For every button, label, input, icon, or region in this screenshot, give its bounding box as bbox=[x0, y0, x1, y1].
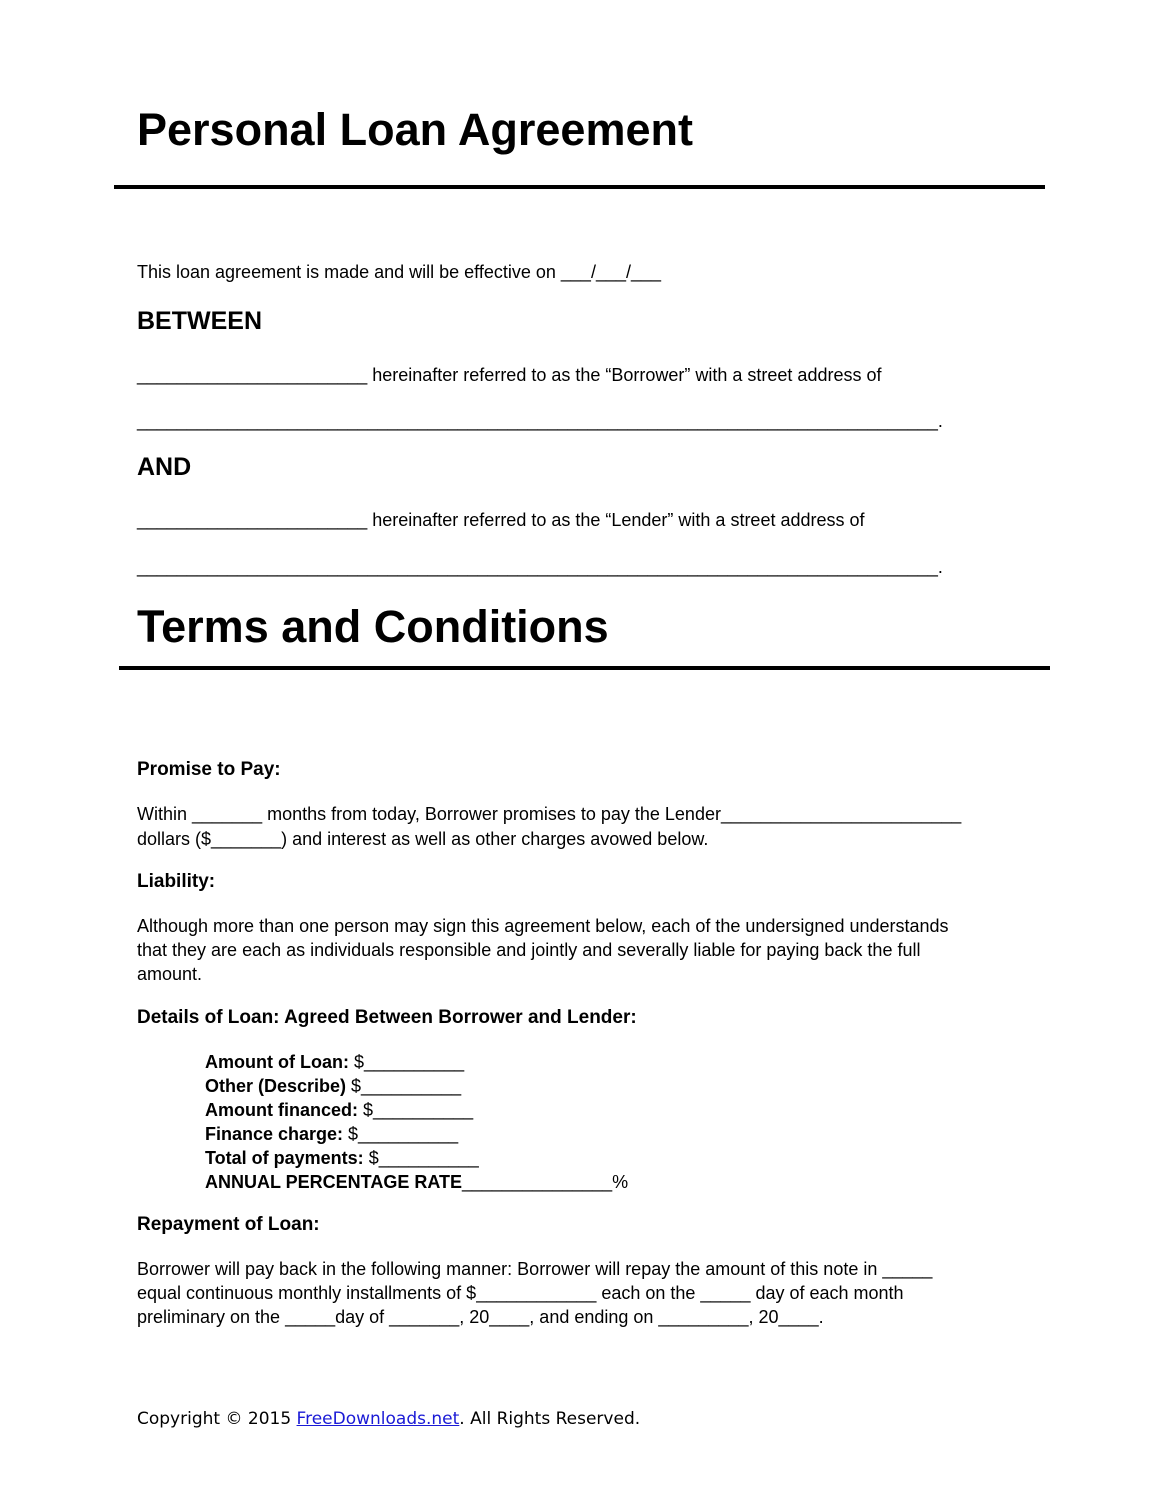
copyright-footer bbox=[137, 1407, 640, 1431]
loan-detail-label: Other (Describe) bbox=[205, 1076, 347, 1096]
loan-detail-value: $__________ bbox=[348, 1052, 465, 1072]
between-heading: BETWEEN bbox=[137, 307, 262, 335]
lender-line: _______________________ hereinafter referred to as the “Lender” with a street address of bbox=[137, 510, 865, 530]
loan-detail-value: $__________ bbox=[343, 1124, 459, 1144]
promise-heading: Promise to Pay: bbox=[137, 759, 281, 780]
document-title: Personal Loan Agreement bbox=[137, 104, 693, 155]
liability-heading: Liability: bbox=[137, 871, 216, 892]
loan-detail-total-payments bbox=[205, 1146, 628, 1170]
copyright-suffix: . All Rights Reserved. bbox=[459, 1409, 641, 1429]
and-heading: AND bbox=[137, 453, 192, 481]
repayment-heading: Repayment of Loan: bbox=[137, 1214, 320, 1235]
borrower-address-line: ________________________________________________________________________________. bbox=[137, 411, 943, 431]
loan-detail-label: Finance charge: bbox=[205, 1124, 344, 1144]
lender-address-line: ________________________________________________________________________________. bbox=[137, 557, 943, 577]
promise-line-2: dollars ($_______) and interest as well as other charges avowed below. bbox=[137, 829, 709, 849]
terms-title: Terms and Conditions bbox=[137, 601, 609, 652]
loan-detail-value: $__________ bbox=[358, 1100, 474, 1120]
loan-detail-financed bbox=[205, 1098, 628, 1122]
promise-line-1: Within _______ months from today, Borrower promises to pay the Lender________________________ bbox=[137, 804, 962, 824]
loan-detail-apr bbox=[205, 1170, 628, 1194]
liability-line-1: Although more than one person may sign this agreement below, each of the undersigned understands bbox=[137, 916, 949, 936]
loan-detail-value: $__________ bbox=[363, 1148, 479, 1168]
loan-detail-finance-charge bbox=[205, 1122, 628, 1146]
loan-detail-value: $__________ bbox=[346, 1076, 462, 1096]
loan-details-list bbox=[205, 1050, 628, 1194]
loan-detail-other bbox=[205, 1074, 628, 1098]
copyright-prefix: Copyright © 2015 bbox=[137, 1409, 297, 1429]
repayment-line-1: Borrower will pay back in the following manner: Borrower will repay the amount of this note in _____ bbox=[137, 1259, 933, 1279]
loan-detail-amount bbox=[205, 1050, 628, 1074]
liability-line-3: amount. bbox=[137, 964, 203, 984]
loan-detail-label: ANNUAL PERCENTAGE RATE bbox=[205, 1172, 463, 1192]
loan-detail-label: Total of payments: bbox=[205, 1148, 364, 1168]
title-rule bbox=[114, 185, 1045, 189]
loan-detail-label: Amount financed: bbox=[205, 1100, 358, 1120]
freedownloads-link[interactable]: FreeDownloads.net bbox=[296, 1409, 460, 1429]
effective-date-line: This loan agreement is made and will be effective on ___/___/___ bbox=[137, 262, 662, 282]
repayment-line-2: equal continuous monthly installments of $____________ each on the _____ day of each month bbox=[137, 1283, 904, 1303]
loan-detail-value: _______________% bbox=[462, 1172, 629, 1192]
liability-line-2: that they are each as individuals responsible and jointly and severally liable for paying back the full bbox=[137, 940, 921, 960]
details-heading: Details of Loan: Agreed Between Borrower and Lender: bbox=[137, 1007, 637, 1028]
loan-detail-label: Amount of Loan: bbox=[205, 1052, 349, 1072]
terms-rule bbox=[119, 666, 1050, 670]
repayment-line-3: preliminary on the _____day of _______, 20____, and ending on _________, 20____. bbox=[137, 1307, 824, 1327]
borrower-line: _______________________ hereinafter referred to as the “Borrower” with a street address of bbox=[137, 365, 882, 385]
